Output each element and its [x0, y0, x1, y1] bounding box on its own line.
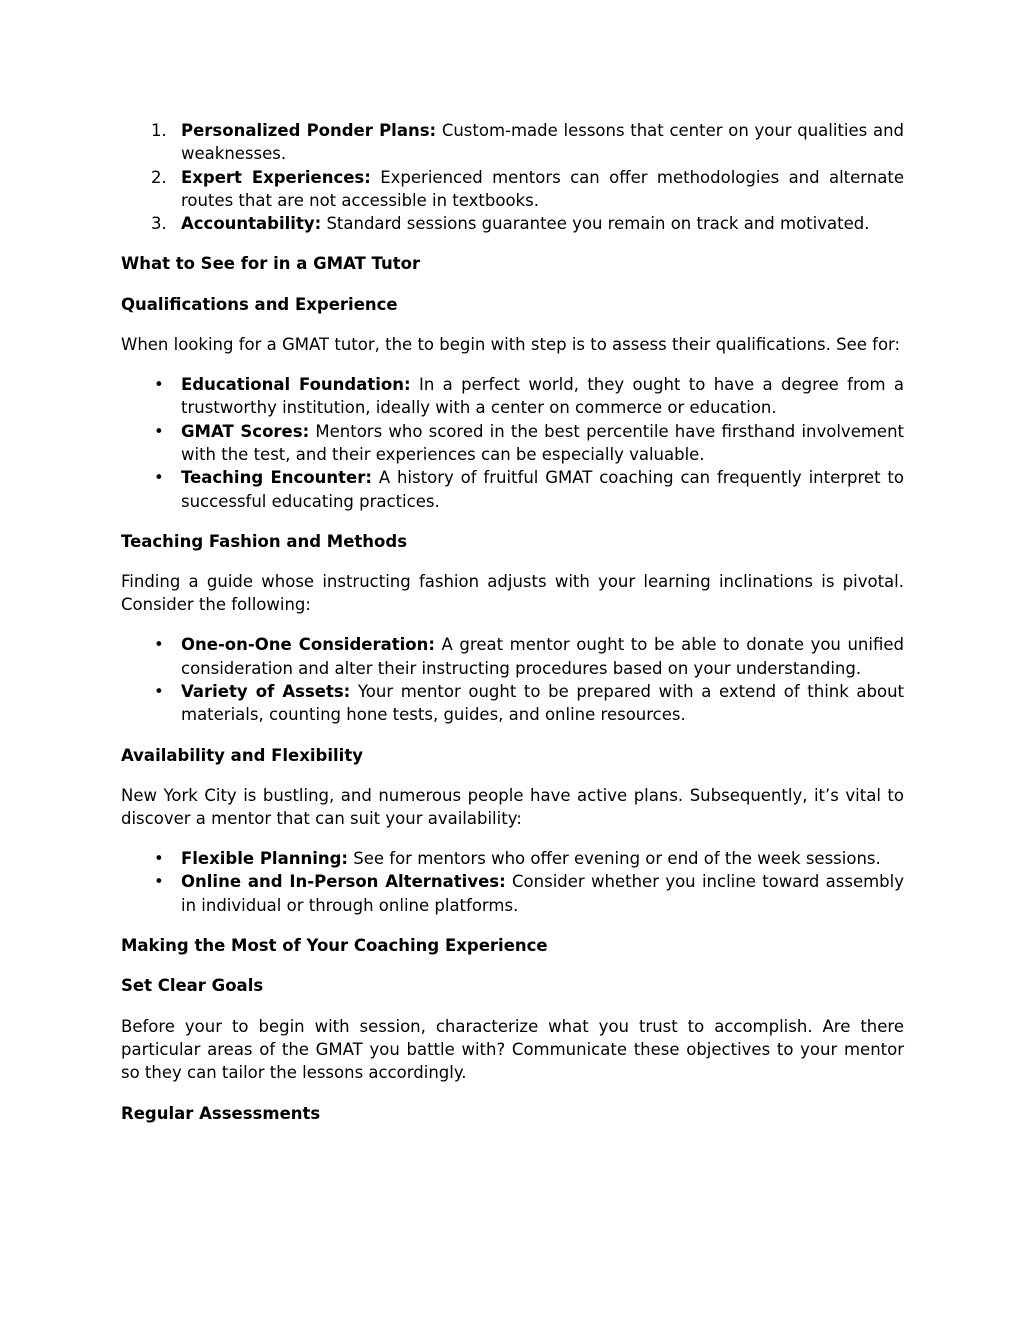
list-item — [121, 870, 904, 917]
list-item-label: GMAT Scores: — [181, 421, 310, 441]
qualifications-bullet-list — [121, 373, 904, 513]
availability-bullet-list — [121, 847, 904, 917]
subsection-heading: Availability and Flexibility — [121, 745, 363, 765]
list-item — [121, 847, 904, 870]
list-number: 1. — [151, 121, 167, 140]
list-item-label: Educational Foundation: — [181, 375, 411, 395]
paragraph: When looking for a GMAT tutor, the to begin with step is to assess their qualifications. See for: — [121, 335, 901, 355]
list-item — [121, 373, 904, 420]
subsection-heading: Set Clear Goals — [121, 976, 264, 996]
bullet: • — [154, 872, 164, 892]
list-item-label: Expert Experiences: — [181, 167, 371, 187]
paragraph: Before your to begin with session, characterize what you trust to accomplish. Are there particular areas of the GMAT you battle with? Communicate these objectives to your mentor so they can tailor the lessons accordingly. — [121, 1016, 904, 1083]
list-item-text: See for mentors who offer evening or end of the week sessions. — [348, 849, 881, 869]
list-item-label: Online and In-Person Alternatives: — [181, 872, 506, 892]
list-item — [121, 212, 904, 235]
subsection-heading: Regular Assessments — [121, 1103, 321, 1123]
list-item-text: A great mentor ought to be able to donate you unified consideration and alter their instructing procedures based on your understanding. — [181, 635, 904, 678]
intro-numbered-list — [121, 119, 904, 235]
list-item — [121, 680, 904, 727]
list-number: 2. — [151, 167, 167, 187]
bullet: • — [154, 849, 164, 869]
list-item-label: Flexible Planning: — [181, 849, 349, 869]
list-item — [121, 633, 904, 680]
list-item-label: One-on-One Consideration: — [181, 635, 435, 655]
list-item — [121, 466, 904, 513]
list-item — [121, 420, 904, 467]
list-item-text: Custom-made lessons that center on your qualities and weaknesses. — [181, 121, 904, 164]
list-item-label: Teaching Encounter: — [181, 468, 372, 488]
list-item-label: Variety of Assets: — [181, 682, 351, 702]
section-heading: What to See for in a GMAT Tutor — [121, 254, 421, 274]
bullet: • — [154, 468, 164, 488]
paragraph: Finding a guide whose instructing fashion adjusts with your learning inclinations is pivotal. Consider the following: — [121, 572, 904, 615]
list-item — [121, 166, 904, 213]
list-number: 3. — [151, 214, 167, 234]
list-item-text: Consider whether you incline toward assembly in individual or through online platforms. — [181, 872, 905, 915]
list-item-label: Personalized Ponder Plans: — [181, 121, 437, 140]
bullet: • — [154, 421, 164, 441]
subsection-heading: Teaching Fashion and Methods — [121, 531, 408, 551]
subsection-heading: Qualifications and Experience — [121, 294, 398, 314]
list-item-text: Standard sessions guarantee you remain on track and motivated. — [321, 214, 870, 234]
list-item-text: A history of fruitful GMAT coaching can frequently interpret to successful educating practices. — [181, 468, 904, 511]
list-item — [121, 119, 904, 166]
list-item-label: Accountability: — [181, 214, 322, 234]
list-item-text: Your mentor ought to be prepared with a extend of think about materials, counting hone tests, guides, and online resources. — [181, 682, 905, 725]
paragraph: New York City is bustling, and numerous people have active plans. Subsequently, it’s vital to discover a mentor that can suit your availability: — [121, 785, 904, 829]
bullet: • — [154, 682, 164, 702]
document-page — [121, 119, 904, 1125]
teaching-bullet-list — [121, 633, 904, 726]
list-item-text: Experienced mentors can offer methodologies and alternate routes that are not accessible in textbooks. — [181, 167, 904, 210]
bullet: • — [154, 375, 164, 395]
list-item-text: Mentors who scored in the best percentile have firsthand involvement with the test, and their experiences can be especially valuable. — [181, 421, 905, 464]
section-heading: Making the Most of Your Coaching Experience — [121, 936, 548, 956]
list-item-text: In a perfect world, they ought to have a degree from a trustworthy institution, ideally with a center on commerce or education. — [181, 375, 904, 418]
bullet: • — [154, 635, 164, 655]
